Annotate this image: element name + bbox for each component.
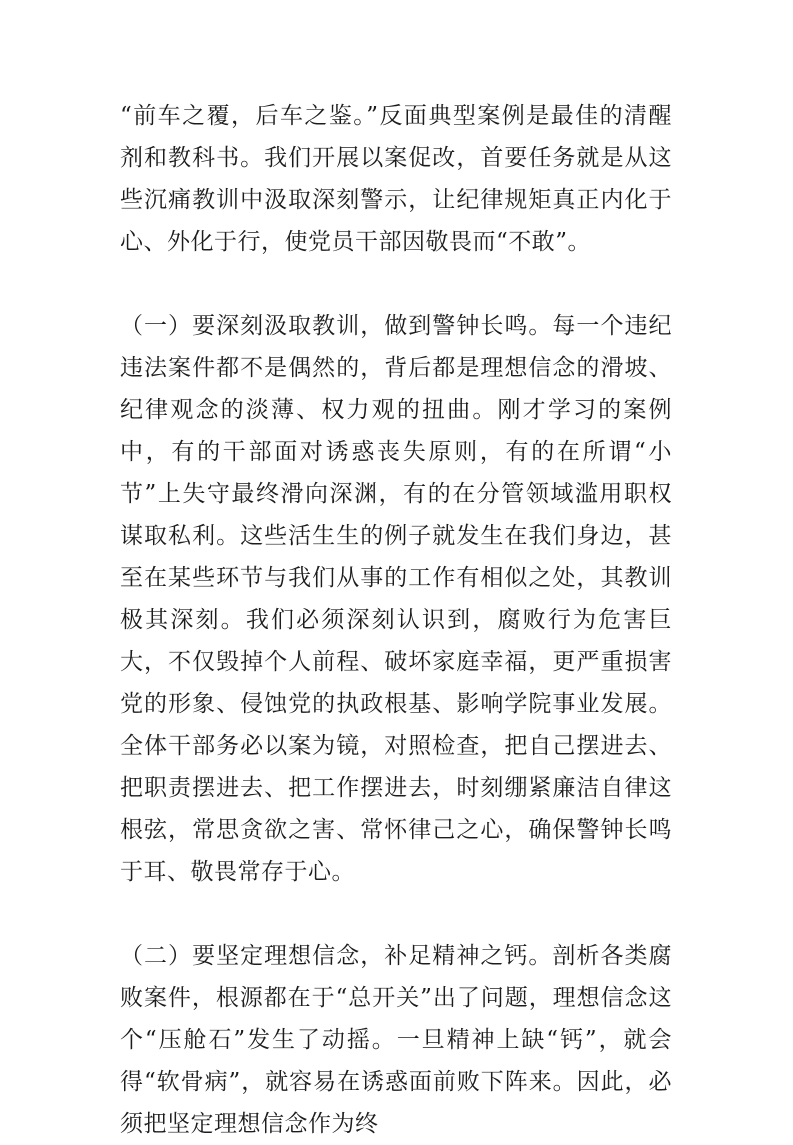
paragraph-point-one: （一）要深刻汲取教训，做到警钟长鸣。每一个违纪违法案件都不是偶然的，背后都是理想信念的滑坡、纪律观念的淡薄、权力观的扭曲。刚才学习的案例中，有的干部面对诱惑丧失原则，有的在所谓“小节”上失守最终滑向深渊，有的在分管领域滥用职权谋取私利。这些活生生的例子就发生在我们身边，甚至在某些环节与我们从事的工作有相似之处，其教训极其深刻。我们必须深刻认识到，腐败行为危害巨大，不仅毁掉个人前程、破坏家庭幸福，更严重损害党的形象、侵蚀党的执政根基、影响学院事业发展。全体干部务必以案为镜，对照检查，把自己摆进去、把职责摆进去、把工作摆进去，时刻绷紧廉洁自律这根弦，常思贪欲之害、常怀律己之心，确保警钟长鸣于耳、敬畏常存于心。 bbox=[120, 313, 672, 885]
paragraph-point-two: （二）要坚定理想信念，补足精神之钙。剖析各类腐败案件，根源都在于“总开关”出了问题，理想信念这个“压舱石”发生了动摇。一旦精神上缺“钙”，就会得“软骨病”，就容易在诱惑面前败下阵来。因此，必须把坚定理想信念作为终 bbox=[120, 943, 672, 1137]
paragraph-intro: “前车之覆，后车之鉴。”反面典型案例是最佳的清醒剂和教科书。我们开展以案促改，首要任务就是从这些沉痛教训中汲取深刻警示，让纪律规矩真正内化于心、外化于行，使党员干部因敬畏而“不敢”。 bbox=[120, 103, 672, 255]
